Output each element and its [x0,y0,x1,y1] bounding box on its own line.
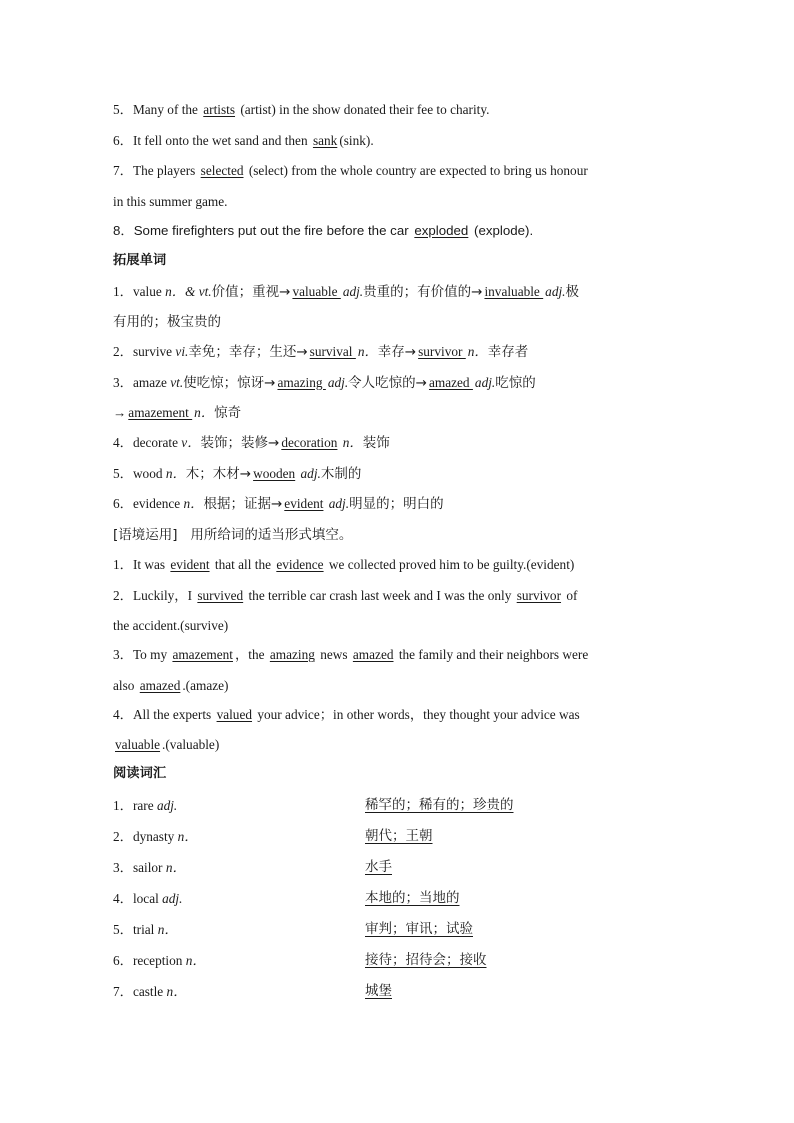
answer-blank: sank [312,132,338,148]
instruction-text: 用所给词的适当形式填空。 [190,526,353,543]
chinese-meaning: 木；木材→ [185,465,252,482]
part-of-speech: n． [165,465,186,481]
part-of-speech: adj. [545,283,566,299]
item-text: in this summer game. [113,193,228,209]
answer-blank: valuable [292,283,341,299]
part-of-speech: adj. [156,797,178,813]
answer-blank: amazed [352,647,394,662]
vocab-meaning: 审判；审讯；试验 [365,920,473,937]
answer-blank: evident [284,496,324,511]
part-of-speech: n． [177,828,198,844]
answer-blank: exploded [414,222,469,238]
vocab-word [113,976,365,1007]
part-of-speech: n． [166,983,187,999]
word-num: 3．amaze [113,374,171,390]
vocab-meaning: 朝代；王朝 [365,827,433,844]
section-heading-reading-vocabulary: 阅读词汇 [113,766,167,781]
part-of-speech: n． [339,435,363,450]
arrow-icon: → [113,405,127,420]
part-of-speech: n．& vt. [165,283,212,299]
vocab-row [113,914,681,945]
vocab-meaning: 水手 [365,858,392,875]
ext-word-5 [113,459,681,490]
word-num: 4．local [113,890,163,906]
word-num: 1．value [113,283,166,299]
item-text: 7．The players [113,163,199,178]
answer-blank: valued [216,706,253,722]
answer-blank: amazement [172,647,233,662]
answer-blank: decoration [281,435,338,450]
chinese-meaning: 吃惊的 [495,374,536,391]
vocab-word [113,790,365,821]
fill-item-7-continued [113,187,681,216]
item-text: 6．It fell onto the wet sand and then [113,132,311,148]
answer-blank: invaluable [484,283,544,299]
item-text: (explode). [470,222,534,238]
vocab-row [113,883,681,914]
item-text: .(amaze) [182,677,229,693]
part-of-speech: adj. [327,374,349,390]
answer-blank: amazing [269,647,315,662]
context-item-2-continued [113,611,681,640]
context-item-3-continued [113,671,681,700]
item-text: the family and their neighbors were [395,647,589,662]
answer-blank: survivor [418,344,466,359]
vocab-word [113,852,365,883]
ext-word-2 [113,337,681,368]
answer-blank: survivor [516,587,562,603]
word-num: 5．trial [113,921,158,937]
ext-word-6 [113,489,681,520]
part-of-speech: vt. [170,374,184,390]
word-num: 1．rare [113,797,157,813]
chinese-meaning: 令人吃惊的→ [348,374,427,391]
context-item-4-continued [113,730,681,759]
part-of-speech: adj. [325,496,350,511]
item-text: that all the [211,557,275,572]
vocab-word [113,883,365,914]
vocab-row [113,790,681,821]
answer-blank: evident [170,557,210,572]
vocab-row [113,945,681,976]
chinese-meaning: 价值；重视→ [211,283,291,300]
context-item-4 [113,700,681,731]
context-item-2 [113,581,681,612]
part-of-speech: adj. [162,890,183,906]
part-of-speech: vi. [175,344,189,359]
item-text: the terrible car crash last week and I was the only [245,587,515,603]
item-text: ，the [234,647,268,662]
ext-word-3-continued [113,398,681,428]
vocab-word [113,914,365,945]
answer-blank: amazing [277,374,326,390]
item-text: (artist) in the show donated their fee to charity. [237,102,490,117]
ext-word-1 [113,277,681,308]
vocab-meaning: 本地的；当地的 [365,889,460,906]
answer-blank: amazed [139,677,181,693]
fill-item-5 [113,95,681,126]
item-text: we collected proved him to be guilty.(evident) [325,557,575,572]
ext-word-1-continued [113,307,681,337]
section-heading-context-usage [113,520,681,551]
part-of-speech: n． [185,952,206,968]
chinese-meaning: 明显的；明白的 [349,496,444,512]
vocab-row [113,852,681,883]
part-of-speech: n． [183,496,204,511]
ext-word-3 [113,368,681,399]
item-text: your advice；in other words，they thought your advice was [254,706,580,722]
ext-word-4 [113,428,681,459]
item-text: .(valuable) [162,737,220,752]
part-of-speech: n． [157,921,178,937]
item-text: 1．It was [113,557,169,572]
vocab-word [113,821,365,852]
item-text: also [113,677,138,693]
word-num: 6．reception [113,952,186,968]
item-text: 5．Many of the [113,102,202,117]
word-num: 3．sailor [113,859,166,875]
chinese-meaning: 木制的 [320,465,362,482]
item-text: 3．To my [113,647,171,662]
fill-item-6 [113,126,681,157]
part-of-speech: adj. [297,465,321,481]
vocab-word [113,945,365,976]
word-num: 7．castle [113,983,167,999]
vocab-meaning: 稀罕的；稀有的；珍贵的 [365,796,514,813]
part-of-speech: adj. [474,374,496,390]
item-text: of [563,587,578,603]
chinese-meaning: 贵重的；有价值的→ [363,283,483,300]
chinese-meaning: 根据；证据→ [203,496,283,512]
item-text: 2．Luckily，I [113,587,196,603]
word-num: 2．dynasty [113,828,178,844]
word-num: 5．wood [113,465,166,481]
word-num: 4．decorate [113,435,182,450]
item-text: 8．Some firefighters put out the fire before the car [113,222,413,238]
part-of-speech: n． [357,344,378,359]
part-of-speech: n． [194,405,215,420]
item-text: the accident.(survive) [113,618,229,633]
item-text: (select) from the whole country are expected to bring us honour [245,163,588,178]
chinese-meaning: 有用的；极宝贵的 [113,314,221,330]
chinese-meaning: 幸存者 [487,344,529,360]
answer-blank: amazed [428,374,473,390]
answer-blank: artists [203,102,236,117]
vocab-row [113,976,681,1007]
chinese-meaning: 幸存→ [377,344,417,360]
item-text: news [316,647,351,662]
chinese-meaning: 幸免；幸存；生还→ [188,344,308,360]
answer-blank: amazement [128,405,193,420]
vocab-meaning: 城堡 [365,982,392,999]
answer-blank: survival [309,344,356,359]
answer-blank: valuable [115,737,161,752]
vocab-row [113,821,681,852]
chinese-meaning: 使吃惊；惊讶→ [183,374,276,391]
part-of-speech: v． [181,435,201,450]
word-num: 2．survive [113,344,176,359]
answer-blank: survived [197,587,244,603]
item-text: 4．All the experts [113,706,215,722]
answer-blank: evidence [276,557,324,572]
word-num: 6．evidence [113,496,184,511]
fill-item-7 [113,156,681,187]
chinese-meaning: 极 [565,283,579,300]
vocab-meaning: 接待；招待会；接收 [365,951,487,968]
part-of-speech: adj. [342,283,364,299]
answer-blank: selected [200,163,244,178]
part-of-speech: n． [165,859,186,875]
item-text: (sink). [339,132,374,148]
context-item-1 [113,550,681,581]
part-of-speech: n． [467,344,488,359]
chinese-meaning: 装饰 [362,435,390,451]
chinese-meaning: 惊奇 [214,405,242,421]
context-tag: [语境运用] [113,526,178,543]
fill-item-8 [113,216,681,247]
worksheet-page [113,95,681,1007]
chinese-meaning: 装饰；装修→ [200,435,280,451]
reading-vocab-list [113,790,681,1007]
answer-blank: wooden [253,465,296,481]
section-heading-extended-words: 拓展单词 [113,253,167,268]
context-item-3 [113,640,681,671]
